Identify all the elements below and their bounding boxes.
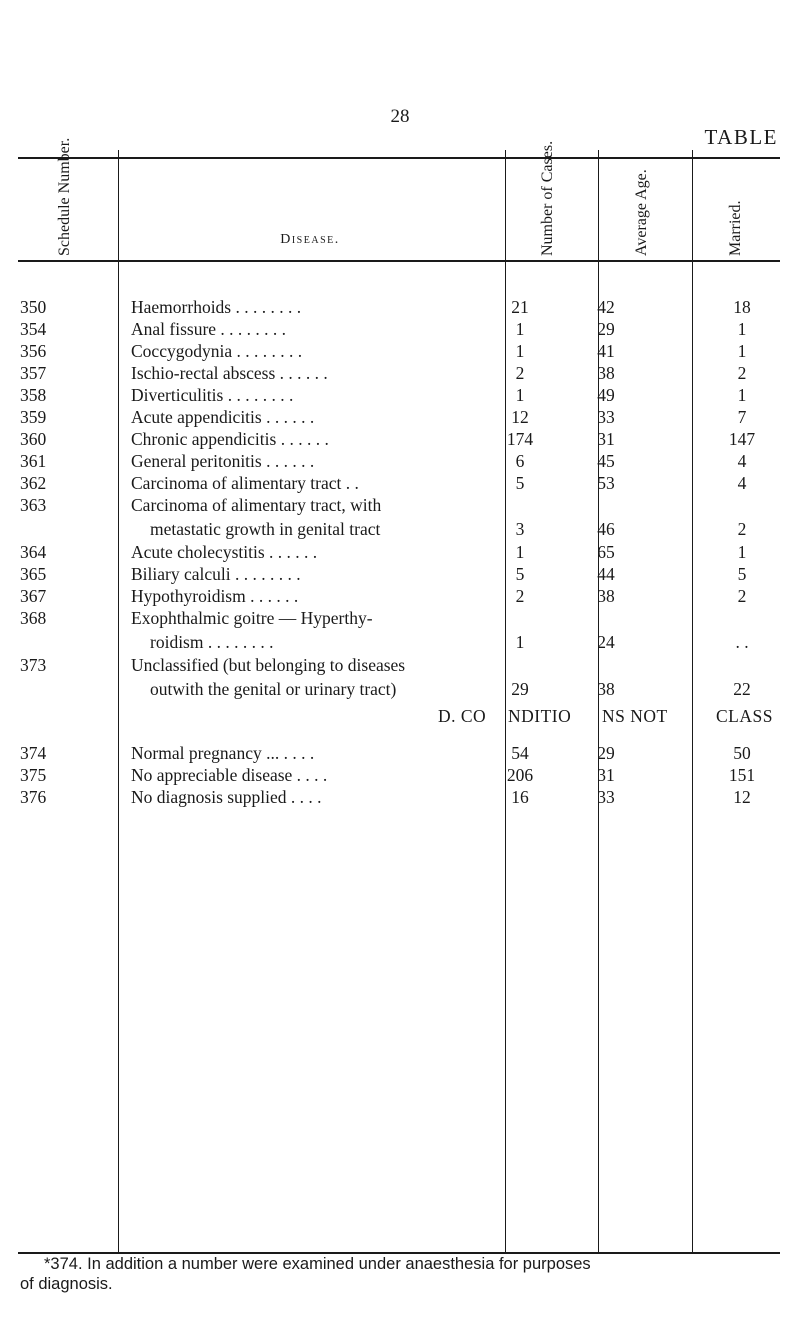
- disease-name: Diverticulitis . . . . . . . .: [131, 385, 294, 405]
- table-row-continuation: [0, 518, 800, 540]
- table-row: [0, 296, 800, 318]
- table-row: [0, 384, 800, 406]
- disease-name: Ischio-rectal abscess . . . . . .: [131, 363, 328, 383]
- age-value: 29: [597, 743, 615, 763]
- married-value: 2: [737, 363, 747, 383]
- schedule-number: 376: [20, 787, 47, 807]
- table-row: [0, 494, 800, 516]
- header-disease: Disease.: [280, 232, 340, 247]
- age-value: 46: [597, 519, 615, 539]
- section-header-part-3: NS NOT: [602, 706, 668, 726]
- age-value: 45: [597, 451, 615, 471]
- table-title: TABLE: [704, 125, 778, 149]
- disease-name: No diagnosis supplied . . . .: [131, 787, 322, 807]
- married-value: 18: [733, 297, 751, 317]
- married-value: 22: [733, 679, 751, 699]
- married-value: 2: [737, 586, 747, 606]
- age-value: 24: [597, 632, 615, 652]
- age-value: 44: [597, 564, 615, 584]
- table-row: [0, 742, 800, 764]
- disease-name: Unclassified (but belonging to diseases: [131, 655, 406, 675]
- table-row: [0, 318, 800, 340]
- age-value: 49: [597, 385, 615, 405]
- married-value: 7: [737, 407, 747, 427]
- married-value: 1: [737, 385, 747, 405]
- married-value: 1: [737, 341, 747, 361]
- cases-value: 1: [515, 385, 525, 405]
- married-value: 5: [737, 564, 747, 584]
- cases-value: 16: [511, 787, 529, 807]
- married-value: 2: [737, 519, 747, 539]
- table-row: [0, 541, 800, 563]
- cases-value: 2: [515, 586, 525, 606]
- schedule-number: 357: [20, 363, 47, 383]
- cases-value: 29: [511, 679, 529, 699]
- disease-name: Haemorrhoids . . . . . . . .: [131, 297, 302, 317]
- table-row: [0, 786, 800, 808]
- cases-value: 3: [515, 519, 525, 539]
- age-value: 38: [597, 679, 615, 699]
- age-value: 53: [597, 473, 615, 493]
- header-bottom-rule: [18, 260, 780, 262]
- footnote-line-1: *374. In addition a number were examined under anaesthesia for purposes: [44, 1255, 591, 1273]
- disease-name: General peritonitis . . . . . .: [131, 451, 315, 471]
- schedule-number: 367: [20, 586, 47, 606]
- schedule-number: 350: [20, 297, 47, 317]
- table-row: [0, 585, 800, 607]
- table-top-rule: [18, 157, 780, 159]
- disease-name: Hypothyroidism . . . . . .: [131, 586, 299, 606]
- table-row: [0, 764, 800, 786]
- cases-value: 12: [511, 407, 529, 427]
- married-value: 4: [737, 451, 747, 471]
- schedule-number: 362: [20, 473, 47, 493]
- header-schedule-number: Schedule Number.: [56, 137, 73, 256]
- age-value: 33: [597, 787, 615, 807]
- cases-value: 174: [506, 429, 534, 449]
- schedule-number: 354: [20, 319, 47, 339]
- married-value: 151: [728, 765, 756, 785]
- table-row: [0, 654, 800, 676]
- age-value: 29: [597, 319, 615, 339]
- disease-name: Chronic appendicitis . . . . . .: [131, 429, 329, 449]
- age-value: 38: [597, 586, 615, 606]
- cases-value: 1: [515, 632, 525, 652]
- age-value: 31: [597, 429, 615, 449]
- schedule-number: 368: [20, 608, 47, 628]
- cases-value: 206: [506, 765, 534, 785]
- table-row: [0, 607, 800, 629]
- header-number-of-cases: Number of Cases.: [539, 140, 556, 256]
- age-value: 31: [597, 765, 615, 785]
- section-header-part-1: D. CO: [438, 706, 487, 726]
- table-row: [0, 563, 800, 585]
- schedule-number: 360: [20, 429, 47, 449]
- disease-name-continued: outwith the genital or urinary tract): [150, 679, 397, 699]
- schedule-number: 373: [20, 655, 47, 675]
- disease-name-continued: metastatic growth in genital tract: [150, 519, 381, 539]
- schedule-number: 364: [20, 542, 47, 562]
- married-value: 12: [733, 787, 751, 807]
- footnote: [20, 1254, 790, 1294]
- disease-name: Biliary calculi . . . . . . . .: [131, 564, 301, 584]
- disease-name-continued: roidism . . . . . . . .: [150, 632, 274, 652]
- schedule-number: 358: [20, 385, 47, 405]
- section-header-part-2: NDITIO: [508, 706, 572, 726]
- disease-name: Acute cholecystitis . . . . . .: [131, 542, 318, 562]
- cases-value: 1: [515, 319, 525, 339]
- schedule-number: 375: [20, 765, 47, 785]
- age-value: 42: [597, 297, 615, 317]
- cases-value: 2: [515, 363, 525, 383]
- schedule-number: 363: [20, 495, 47, 515]
- cases-value: 5: [515, 564, 525, 584]
- age-value: 41: [597, 341, 615, 361]
- cases-value: 6: [515, 451, 525, 471]
- married-value: 1: [737, 319, 747, 339]
- disease-name: Anal fissure . . . . . . . .: [131, 319, 287, 339]
- disease-name: Carcinoma of alimentary tract . .: [131, 473, 359, 493]
- table-row: [0, 340, 800, 362]
- married-value: 50: [733, 743, 751, 763]
- disease-name: Exophthalmic goitre — Hyperthy-: [131, 608, 373, 628]
- header-married: Married.: [727, 200, 744, 256]
- married-value: 147: [728, 429, 756, 449]
- disease-name: No appreciable disease . . . .: [131, 765, 328, 785]
- cases-value: 1: [515, 341, 525, 361]
- schedule-number: 359: [20, 407, 47, 427]
- table-row-continuation: [0, 678, 800, 700]
- table-row: [0, 450, 800, 472]
- footnote-line-2: of diagnosis.: [20, 1275, 113, 1293]
- married-value: . .: [735, 632, 749, 652]
- age-value: 38: [597, 363, 615, 383]
- table-row-continuation: [0, 631, 800, 653]
- cases-value: 21: [511, 297, 529, 317]
- table-row: [0, 406, 800, 428]
- schedule-number: 374: [20, 743, 47, 763]
- table-row: [0, 472, 800, 494]
- cases-value: 1: [515, 542, 525, 562]
- header-average-age: Average Age.: [633, 169, 650, 256]
- disease-name: Coccygodynia . . . . . . . .: [131, 341, 303, 361]
- schedule-number: 356: [20, 341, 47, 361]
- age-value: 65: [597, 542, 615, 562]
- schedule-number: 365: [20, 564, 47, 584]
- married-value: 1: [737, 542, 747, 562]
- table-row: [0, 362, 800, 384]
- schedule-number: 361: [20, 451, 47, 471]
- section-header-part-4: CLASS: [716, 706, 773, 726]
- age-value: 33: [597, 407, 615, 427]
- married-value: 4: [737, 473, 747, 493]
- disease-name: Acute appendicitis . . . . . .: [131, 407, 315, 427]
- table-row: [0, 428, 800, 450]
- page-number: 28: [390, 106, 410, 127]
- cases-value: 5: [515, 473, 525, 493]
- cases-value: 54: [511, 743, 529, 763]
- disease-name: Normal pregnancy ... . . . .: [131, 743, 315, 763]
- disease-name: Carcinoma of alimentary tract, with: [131, 495, 382, 515]
